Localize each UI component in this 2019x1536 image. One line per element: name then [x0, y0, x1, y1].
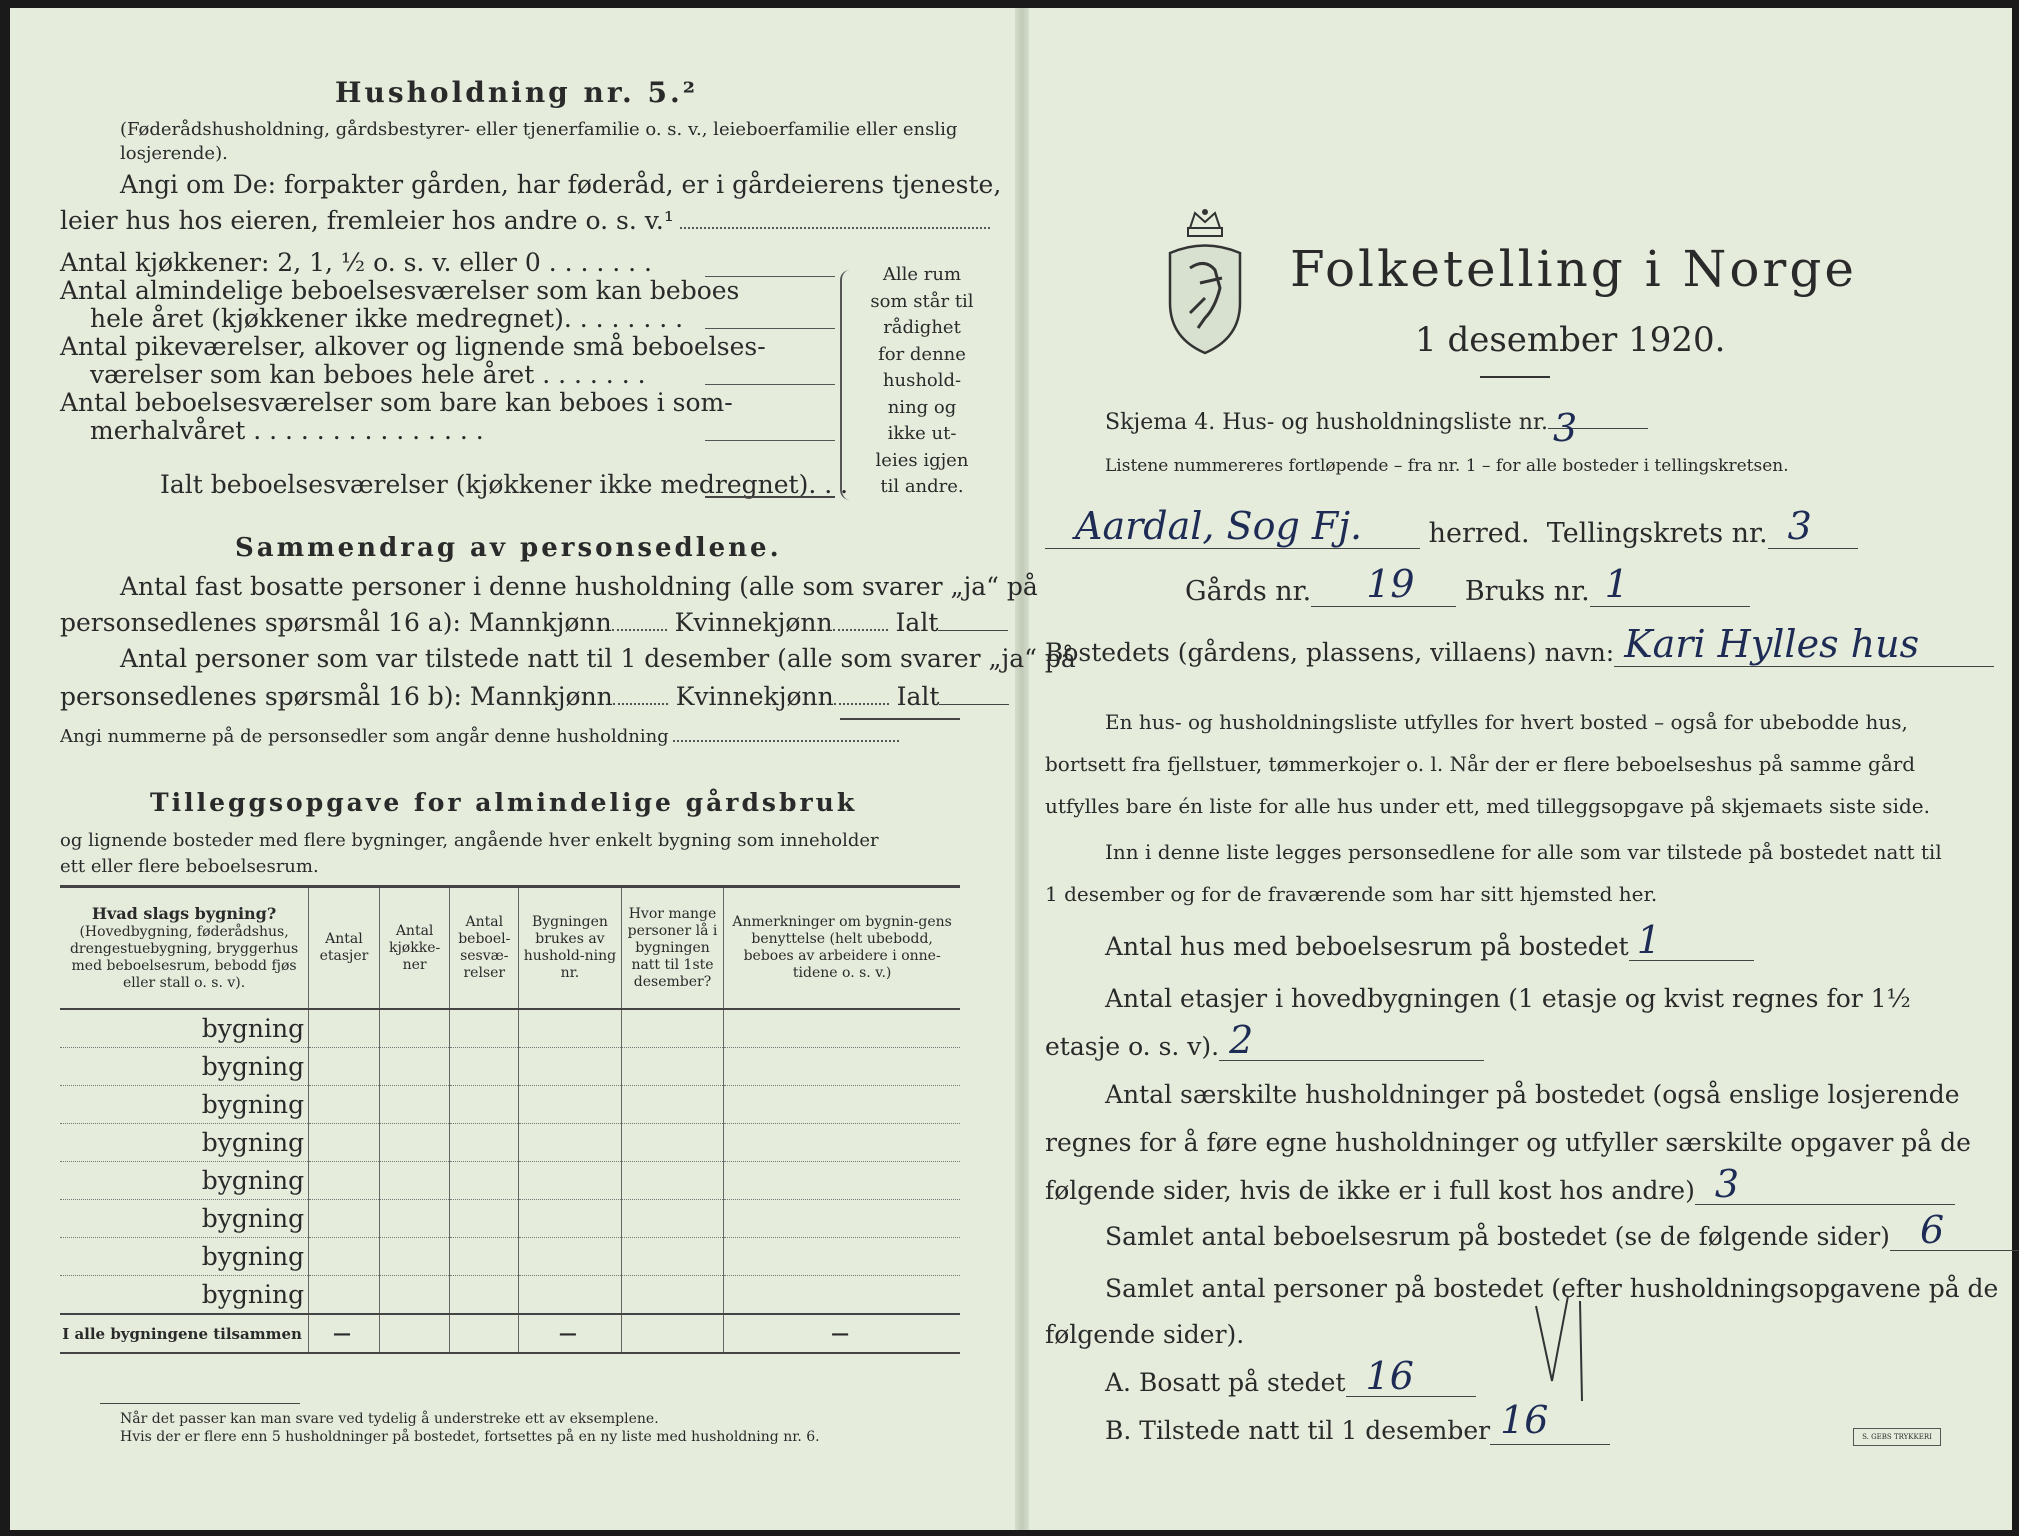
- numbering-note: Listene nummereres fortløpende – fra nr. 1 – for alle bosteder i tellingskretsen.: [1105, 456, 1789, 476]
- brace: [840, 270, 858, 500]
- page-fold: [1015, 8, 1029, 1530]
- para1-line-3: utfylles bare én liste for alle hus under ett, med tilleggsopgave på skjemaets siste side.: [1045, 794, 1930, 818]
- houses-value[interactable]: 1: [1636, 918, 1661, 962]
- households-line-3: følgende sider, hvis de ikke er i full kost hos andre) 3: [1045, 1176, 1955, 1205]
- floors-line-2: etasje o. s. v). 2: [1045, 1032, 1484, 1061]
- numbers-line: Angi nummerne på de personsedler som angår denne husholdning: [60, 726, 899, 747]
- table-row[interactable]: bygning: [60, 1200, 960, 1238]
- bosted-value[interactable]: Kari Hylles hus: [1624, 622, 1920, 666]
- maid-rooms-1: Antal pikeværelser, alkover og lignende små beboelses-: [60, 332, 766, 361]
- present-line-1: Antal personer som var tilstede natt til 1 desember (alle som svarer „ja“ på: [120, 644, 1076, 673]
- rooms-line: Samlet antal beboelsesrum på bostedet (se de følgende sider) 6: [1105, 1222, 2019, 1251]
- kitchens-line: Antal kjøkkener: 2, 1, ½ o. s. v. eller 0 . . . . . . .: [60, 248, 653, 277]
- households-value[interactable]: 3: [1714, 1162, 1740, 1206]
- angi-answer-line[interactable]: [680, 227, 990, 229]
- para1-line-1: En hus- og husholdningsliste utfylles for hvert bosted – også for ubebodde hus,: [1105, 710, 1908, 734]
- household-title: Husholdning nr. 5.²: [335, 76, 699, 109]
- gards-line: Gårds nr. 19 Bruks nr. 1: [1185, 576, 1750, 607]
- census-date: 1 desember 1920.: [1415, 320, 1726, 360]
- ordinary-rooms-1: Antal almindelige beboelsesværelser som kan beboes: [60, 276, 740, 305]
- main-title: Folketelling i Norge: [1290, 240, 1857, 298]
- table-row[interactable]: bygning: [60, 1276, 960, 1315]
- households-line-2: regnes for å føre egne husholdninger og utfyller særskilte opgaver på de: [1045, 1128, 1971, 1157]
- farm-sub-1: og lignende bosteder med flere bygninger, angående hver enkelt bygning som inneholder: [60, 830, 879, 851]
- gards-value[interactable]: 19: [1366, 562, 1415, 606]
- census-sheet: [10, 8, 2012, 1530]
- col-persons: Hvor mange personer lå i bygningen natt til 1ste desember?: [621, 887, 724, 1010]
- bosted-line: Bostedets (gårdens, plassens, villaens) navn: Kari Hylles hus: [1045, 636, 1994, 667]
- ordinary-rooms-2: hele året (kjøkkener ikke medregnet). . . . . . . .: [90, 304, 684, 333]
- bruks-value[interactable]: 1: [1604, 562, 1629, 606]
- present-line-2: personsedlenes spørsmål 16 b): Mannkjønn Kvinnekjønn Ialt: [60, 682, 1009, 711]
- footnote-2: Hvis der er flere enn 5 husholdninger på bostedet, fortsettes på en ny liste med husholdning nr. 6.: [120, 1429, 820, 1445]
- para2-line-2: 1 desember og for de fraværende som har sitt hjemsted her.: [1045, 882, 1658, 906]
- printer-stamp: S. GEBS TRYKKERI: [1853, 1428, 1941, 1446]
- herred-line: Aardal, Sog Fj. herred. Tellingskrets nr. 3: [1045, 518, 1858, 549]
- schema-line: Skjema 4. Hus- og husholdningsliste nr. 3: [1105, 410, 1648, 435]
- table-total-row: I alle bygningene tilsammen — — —: [60, 1314, 960, 1353]
- present-count-value[interactable]: 16: [1500, 1398, 1549, 1442]
- resident-line-2: personsedlenes spørsmål 16 a): Mannkjønn Kvinnekjønn Ialt: [60, 608, 1008, 637]
- present-count-line: B. Tilstede natt til 1 desember 16: [1105, 1416, 1610, 1445]
- resident-line-1: Antal fast bosatte personer i denne husholdning (alle som svarer „ja“ på: [120, 572, 1038, 601]
- total-rooms: Ialt beboelsesværelser (kjøkkener ikke medregnet). . .: [160, 470, 849, 499]
- col-rooms: Antal beboel-sesvæ-relser: [450, 887, 519, 1010]
- persons-line-2: følgende sider).: [1045, 1320, 1245, 1349]
- check-mark-icon: [1530, 1286, 1600, 1406]
- summer-rooms-2: merhalvåret . . . . . . . . . . . . . . .: [90, 416, 484, 445]
- col-floors: Antal etasjer: [309, 887, 380, 1010]
- angi-line-1: Angi om De: forpakter gården, har føderåd, er i gårdeierens tjeneste,: [120, 170, 1002, 199]
- col-remarks: Anmerkninger om bygnin-gens benyttelse (helt ubebodd, beboes av arbeidere i onne-tidene o. s. v.): [724, 887, 960, 1010]
- table-row[interactable]: bygning: [60, 1124, 960, 1162]
- angi-line-2: leier hus hos eieren, fremleier hos andre o. s. v.¹: [60, 206, 990, 235]
- farm-title: Tilleggsopgave for almindelige gårdsbruk: [150, 788, 858, 817]
- summer-rooms-1: Antal beboelsesværelser som bare kan beboes i som-: [60, 388, 733, 417]
- col-household-no: Bygningen brukes av hushold-ning nr.: [519, 887, 622, 1010]
- table-row[interactable]: bygning: [60, 1162, 960, 1200]
- building-table: [60, 885, 960, 1354]
- houses-line: Antal hus med beboelsesrum på bostedet 1: [1105, 932, 1754, 961]
- resident-count-value[interactable]: 16: [1365, 1354, 1414, 1398]
- col-building-type: Hvad slags bygning? (Hovedbygning, føderådshus, drengestuebygning, bryggerhus med beboelsesrum, bebodd fjøs eller stall o. s. v).: [60, 887, 309, 1010]
- table-row[interactable]: bygning: [60, 1009, 960, 1048]
- col-kitchens: Antal kjøkke-ner: [379, 887, 450, 1010]
- schema-value[interactable]: 3: [1552, 406, 1578, 450]
- footnote-1: Når det passer kan man svare ved tydelig å understreke ett av eksemplene.: [120, 1411, 659, 1427]
- rooms-value[interactable]: 6: [1919, 1208, 1945, 1252]
- para2-line-1: Inn i denne liste legges personsedlene for alle som var tilstede på bostedet natt til: [1105, 840, 1942, 864]
- herred-value[interactable]: Aardal, Sog Fj.: [1075, 504, 1363, 548]
- para1-line-2: bortsett fra fjellstuer, tømmerkojer o. l. Når der er flere beboelseshus på samme gård: [1045, 752, 1916, 776]
- table-row[interactable]: bygning: [60, 1086, 960, 1124]
- summary-title: Sammendrag av personsedlene.: [235, 533, 782, 563]
- floors-value[interactable]: 2: [1229, 1018, 1254, 1062]
- brace-note: Alle rum som står til rådighet for denne hushold- ning og ikke ut- leies igjen til andre.: [870, 264, 974, 497]
- persons-line-1: Samlet antal personer på bostedet (efter husholdningsopgavene på de: [1105, 1274, 1999, 1303]
- household-note: (Føderådshusholdning, gårdsbestyrer- eller tjenerfamilie o. s. v., leieboerfamilie eller enslig losjerende).: [120, 119, 958, 164]
- farm-sub-2: ett eller flere beboelsesrum.: [60, 856, 319, 877]
- tellingskrets-value[interactable]: 3: [1787, 504, 1812, 548]
- table-row[interactable]: bygning: [60, 1048, 960, 1086]
- coat-of-arms-icon: [1160, 208, 1250, 358]
- maid-rooms-2: værelser som kan beboes hele året . . . . . . .: [90, 360, 646, 389]
- floors-line-1: Antal etasjer i hovedbygningen (1 etasje og kvist regnes for 1½: [1105, 984, 1911, 1013]
- resident-count-line: A. Bosatt på stedet 16: [1105, 1368, 1476, 1397]
- table-row[interactable]: bygning: [60, 1238, 960, 1276]
- households-line-1: Antal særskilte husholdninger på bostedet (også enslige losjerende: [1105, 1080, 1960, 1109]
